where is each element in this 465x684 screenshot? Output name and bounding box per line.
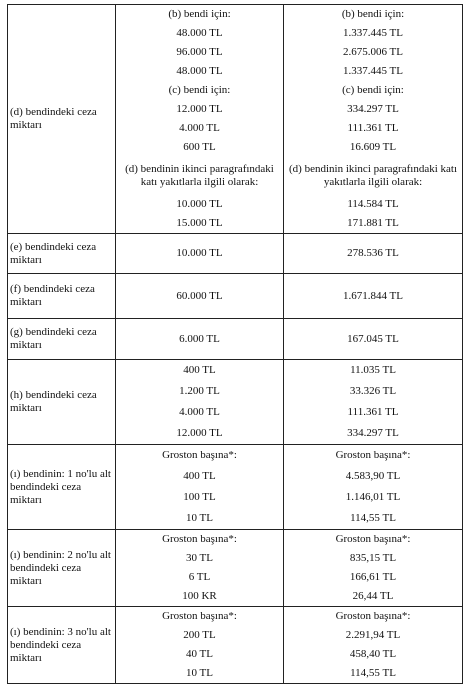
updated-amount-cell (284, 5, 463, 234)
original-amount: 6 TL (188, 571, 211, 583)
updated-amount-cell (284, 360, 463, 445)
updated-amount-cell (284, 607, 463, 684)
row-label-cell (8, 319, 116, 360)
updated-amount: 1.671.844 TL (343, 289, 403, 302)
updated-amount-cell (284, 274, 463, 319)
updated-amount-cell (284, 530, 463, 607)
row-label-cell (8, 445, 116, 530)
table-row (8, 445, 463, 530)
table-row (8, 319, 463, 360)
updated-amount: 334.297 TL (347, 103, 399, 115)
table-row (8, 274, 463, 319)
original-amount-cell (116, 607, 284, 684)
original-amount: 10 TL (186, 667, 213, 679)
table-row (8, 234, 463, 274)
updated-amount: Groston başına*: (335, 449, 411, 461)
original-amount: Groston başına*: (162, 533, 237, 545)
row-label-cell (8, 607, 116, 684)
original-amount: 100 TL (183, 491, 216, 503)
original-amount: Groston başına*: (162, 610, 237, 622)
row-label: (d) bendindeki ceza miktarı (10, 106, 97, 131)
row-label: (ı) bendinin: 3 no'lu alt bendindeki ceza miktarı (10, 625, 111, 664)
updated-amount: 171.881 TL (347, 217, 399, 229)
updated-amount: 111.361 TL (347, 406, 399, 418)
original-amount: 400 TL (183, 470, 216, 482)
updated-amount: 11.035 TL (350, 364, 396, 376)
updated-amount: 167.045 TL (347, 332, 399, 345)
updated-amount: 114,55 TL (350, 667, 396, 679)
updated-amount: 1.146,01 TL (345, 491, 401, 503)
original-amount-cell (116, 445, 284, 530)
original-amount-cell (116, 234, 284, 274)
row-label: (ı) bendinin: 1 no'lu alt bendindeki ceza miktarı (10, 467, 111, 506)
original-amount: 10.000 TL (176, 198, 223, 210)
updated-amount: 111.361 TL (347, 122, 399, 134)
original-amount: (b) bendi için: (168, 8, 231, 20)
updated-amount: 2.291,94 TL (345, 629, 401, 641)
original-amount: 96.000 TL (176, 46, 223, 58)
updated-amount-cell (284, 445, 463, 530)
original-amount-cell (116, 360, 284, 445)
updated-amount-cell (284, 234, 463, 274)
updated-amount: 16.609 TL (349, 141, 397, 153)
row-label-cell (8, 530, 116, 607)
original-amount: (c) bendi için: (168, 84, 231, 96)
table-row (8, 5, 463, 234)
original-amount: 200 TL (183, 629, 216, 641)
updated-amount: (d) bendinin ikinci paragrafındaki katı yakıtlarla ilgili olarak: (289, 163, 457, 188)
updated-amount: Groston başına*: (335, 610, 411, 622)
updated-amount: (b) bendi için: (341, 8, 405, 20)
updated-amount: Groston başına*: (335, 533, 411, 545)
original-amount: 12.000 TL (176, 103, 223, 115)
row-label-cell (8, 234, 116, 274)
updated-amount: 334.297 TL (347, 427, 399, 439)
table-row (8, 530, 463, 607)
original-amount: 1.200 TL (179, 385, 220, 397)
updated-amount: 278.536 TL (347, 247, 399, 259)
updated-amount-cell (284, 319, 463, 360)
row-label-cell (8, 5, 116, 234)
original-amount: Groston başına*: (162, 449, 237, 461)
original-amount: 12.000 TL (176, 427, 223, 439)
original-amount: 600 TL (183, 141, 216, 153)
original-amount-cell (116, 530, 284, 607)
updated-amount: 1.337.445 TL (343, 65, 403, 77)
original-amount: (d) bendinin ikinci paragrafındaki katı yakıtlarla ilgili olarak: (125, 163, 274, 188)
updated-amount: (c) bendi için: (342, 84, 404, 96)
row-label: (g) bendindeki ceza miktarı (10, 326, 97, 351)
table-row (8, 360, 463, 445)
updated-amount: 33.326 TL (349, 385, 397, 397)
original-amount: 40 TL (186, 648, 213, 660)
original-amount: 6.000 TL (179, 332, 220, 345)
row-label: (ı) bendinin: 2 no'lu alt bendindeki ceza miktarı (10, 548, 111, 587)
original-amount: 10.000 TL (176, 247, 223, 259)
penalty-table-body (8, 5, 463, 684)
updated-amount: 114,55 TL (350, 512, 396, 524)
original-amount: 4.000 TL (179, 122, 220, 134)
original-amount-cell (116, 274, 284, 319)
updated-amount: 114.584 TL (347, 198, 399, 210)
original-amount: 100 KR (182, 590, 217, 602)
original-amount: 60.000 TL (176, 289, 223, 302)
updated-amount: 4.583,90 TL (345, 470, 401, 482)
original-amount-cell (116, 319, 284, 360)
original-amount: 30 TL (186, 552, 213, 564)
original-amount: 15.000 TL (176, 217, 223, 229)
updated-amount: 26,44 TL (352, 590, 394, 602)
updated-amount: 2.675.006 TL (343, 46, 403, 58)
row-label: (f) bendindeki ceza miktarı (10, 283, 95, 308)
original-amount: 48.000 TL (176, 27, 223, 39)
updated-amount: 166,61 TL (349, 571, 397, 583)
original-amount: 48.000 TL (176, 65, 223, 77)
updated-amount: 458,40 TL (349, 648, 397, 660)
row-label-cell (8, 360, 116, 445)
original-amount-cell (116, 5, 284, 234)
updated-amount: 1.337.445 TL (343, 27, 403, 39)
penalty-table (7, 4, 463, 684)
original-amount: 400 TL (183, 364, 216, 376)
updated-amount: 835,15 TL (349, 552, 397, 564)
original-amount: 10 TL (186, 512, 213, 524)
table-row (8, 607, 463, 684)
row-label-cell (8, 274, 116, 319)
row-label: (h) bendindeki ceza miktarı (10, 389, 97, 414)
row-label: (e) bendindeki ceza miktarı (10, 240, 97, 266)
original-amount: 4.000 TL (179, 406, 220, 418)
